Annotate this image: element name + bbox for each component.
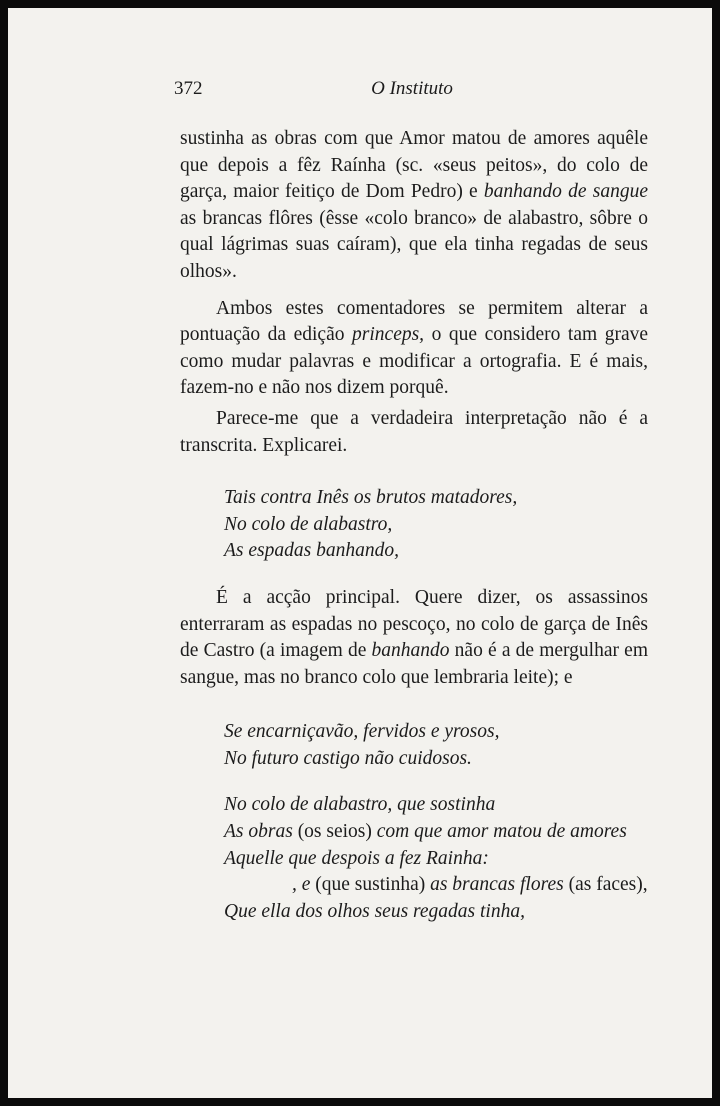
verse-line: As obras (os seios) com que amor matou de amores — [224, 821, 627, 843]
paragraph-4: É a acção principal. Quere dizer, os assassinos enterraram as espadas no pescoço, no colo de garça de Inês de Castro (a imagem de banhando não é a de mergulhar em sangue, mas no branco colo que lembraria leite); e — [180, 586, 648, 688]
verse-quote-1 — [224, 485, 648, 565]
verse-line: No futuro castigo não cuidosos. — [224, 747, 472, 769]
verse-quote-3 — [224, 792, 648, 925]
verse-line: No colo de alabastro, — [224, 513, 393, 535]
paragraph-1: sustinha as obras com que Amor matou de amores aquêle que depois a fêz Raínha (sc. «seus peitos», do colo de garça, maior feitiço de Dom Pedro) e banhando de sangue as brancas flôres (êsse «colo branco» de alabastro, sôbre o qual lágrimas suas caíram), que ela tinha regadas de seus olhos». — [180, 128, 648, 282]
running-title: O Instituto — [371, 78, 453, 99]
verse-line: Se encarniçavão, fervidos e yrosos, — [224, 721, 500, 743]
paragraph-2: Ambos estes comentadores se permitem alterar a pontuação da edição princeps, o que considero tam grave como mudar palavras e modificar a ortografia. E é mais, fazem-no e não nos dizem porquê. — [180, 297, 648, 399]
verse-line: No colo de alabastro, que sostinha — [224, 794, 496, 816]
paragraph-3: Parece-me que a verdadeira interpretação não é a transcrita. Explicarei. — [180, 407, 648, 456]
page-header — [172, 78, 652, 106]
page-number: 372 — [174, 78, 203, 99]
verse-line: , e (que sustinha) as brancas flores (as faces), — [292, 874, 648, 896]
verse-line: Tais contra Inês os brutos matadores, — [224, 487, 518, 509]
verse-line: Que ella dos olhos seus regadas tinha, — [224, 900, 525, 922]
body-text — [180, 126, 648, 939]
verse-quote-2 — [224, 719, 648, 772]
book-page — [8, 8, 712, 1098]
verse-line: As espadas banhando, — [224, 540, 399, 562]
verse-line: Aquelle que despois a fez Rainha: — [224, 847, 489, 869]
